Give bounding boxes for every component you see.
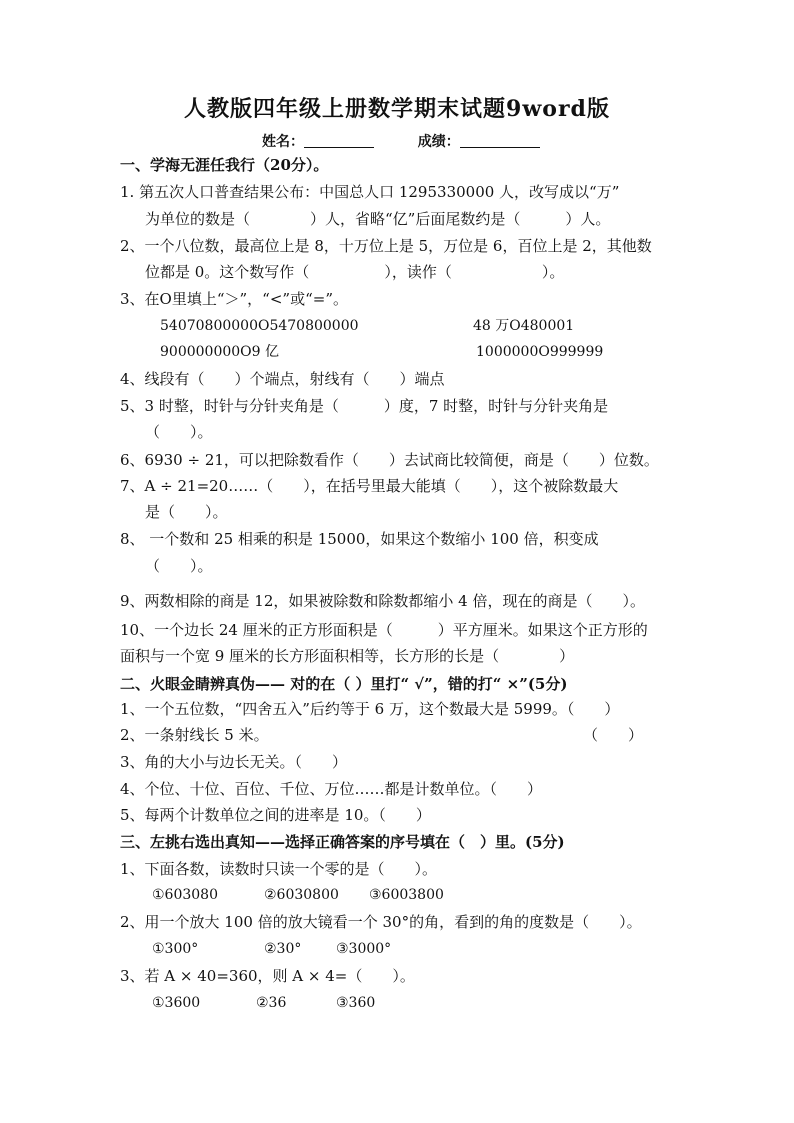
question-8-line-2: （ ）。	[145, 557, 213, 575]
choice-1-option-1: ①603080	[152, 887, 218, 903]
score-blank[interactable]	[460, 133, 540, 148]
judge-item-2: 2、一条射线长 5 米。	[120, 726, 269, 744]
section3-heading: 三、左挑右选出真知——选择正确答案的序号填在（ ）里。(5分)	[120, 833, 565, 851]
choice-1-option-3: ③6003800	[369, 887, 444, 903]
choice-question-2: 2、用一个放大 100 倍的放大镜看一个 30°的角，看到的角的度数是（ ）。	[120, 913, 642, 931]
choice-3-option-2: ②36	[256, 995, 287, 1011]
judge-item-1: 1、一个五位数，“四舍五入”后约等于 6 万，这个数最大是 5999。（ ）	[120, 700, 620, 718]
judge-item-3: 3、角的大小与边长无关。（ ）	[120, 753, 348, 771]
question-10-line-1: 10、一个边长 24 厘米的正方形面积是（ ）平方厘米。如果这个正方形的	[120, 621, 648, 639]
choice-2-option-1: ①300°	[152, 941, 199, 957]
question-7-line-1: 7、A ÷ 21=20……（ ），在括号里最大能填（ ），这个被除数最大	[120, 477, 619, 495]
judge-item-4: 4、个位、十位、百位、千位、万位……都是计数单位。（ ）	[120, 780, 543, 798]
choice-2-option-2: ②30°	[264, 941, 302, 957]
compare-item-4: 1000000O999999	[476, 344, 604, 360]
question-5-line-1: 5、3 时整，时针与分针夹角是（ ）度，7 时整，时针与分针夹角是	[120, 397, 609, 415]
judge-item-2-bracket: （ ）	[583, 726, 644, 744]
question-8-line-1: 8、 一个数和 25 相乘的积是 15000，如果这个数缩小 100 倍，积变成	[120, 530, 599, 548]
question-4: 4、线段有（ ）个端点，射线有（ ）端点	[120, 370, 445, 388]
name-score-bar	[262, 131, 540, 151]
compare-item-2: 48 万O480001	[473, 318, 575, 334]
name-blank[interactable]	[304, 133, 374, 148]
page-title: 人教版四年级上册数学期末试题9word版	[184, 96, 610, 122]
question-1-line-1: 1. 第五次人口普查结果公布：中国总人口 1295330000 人，改写成以“万”	[120, 183, 620, 201]
question-7-line-2: 是（ ）。	[145, 503, 228, 521]
choice-2-option-3: ③3000°	[336, 941, 392, 957]
choice-question-3: 3、若 A × 40=360，则 A × 4=（ ）。	[120, 967, 415, 985]
question-2-line-1: 2、一个八位数，最高位上是 8，十万位上是 5，万位是 6，百位上是 2，其他数	[120, 237, 652, 255]
question-6: 6、6930 ÷ 21，可以把除数看作（ ）去试商比较简便，商是（ ）位数。	[120, 451, 659, 469]
choice-question-1: 1、下面各数，读数时只读一个零的是（ ）。	[120, 860, 438, 878]
choice-1-option-2: ②6030800	[264, 887, 339, 903]
name-label: 姓名：	[262, 134, 304, 150]
question-1-line-2: 为单位的数是（ ）人，省略“亿”后面尾数约是（ ）人。	[145, 210, 611, 228]
score-label: 成绩：	[417, 134, 460, 150]
question-5-line-2: （ ）。	[145, 423, 213, 441]
judge-item-5: 5、每两个计数单位之间的进率是 10。（ ）	[120, 806, 431, 824]
compare-item-1: 54070800000O5470800000	[160, 318, 359, 334]
question-10-line-2: 面积与一个宽 9 厘米的长方形面积相等，长方形的长是（ ）	[120, 647, 575, 665]
question-2-line-2: 位都是 0。这个数写作（ ），读作（ ）。	[145, 263, 565, 281]
choice-3-option-1: ①3600	[152, 995, 201, 1011]
section1-heading: 一、学海无涯任我行（20分）。	[120, 156, 329, 174]
choice-3-option-3: ③360	[336, 995, 376, 1011]
compare-item-3: 900000000O9 亿	[160, 344, 279, 360]
question-3: 3、在O里填上“＞”，“<”或“=”。	[120, 290, 348, 308]
section2-heading: 二、火眼金睛辨真伪—— 对的在（ ）里打“ √”，错的打“ ×”(5分)	[120, 675, 568, 693]
question-9: 9、两数相除的商是 12，如果被除数和除数都缩小 4 倍，现在的商是（ ）。	[120, 592, 645, 610]
